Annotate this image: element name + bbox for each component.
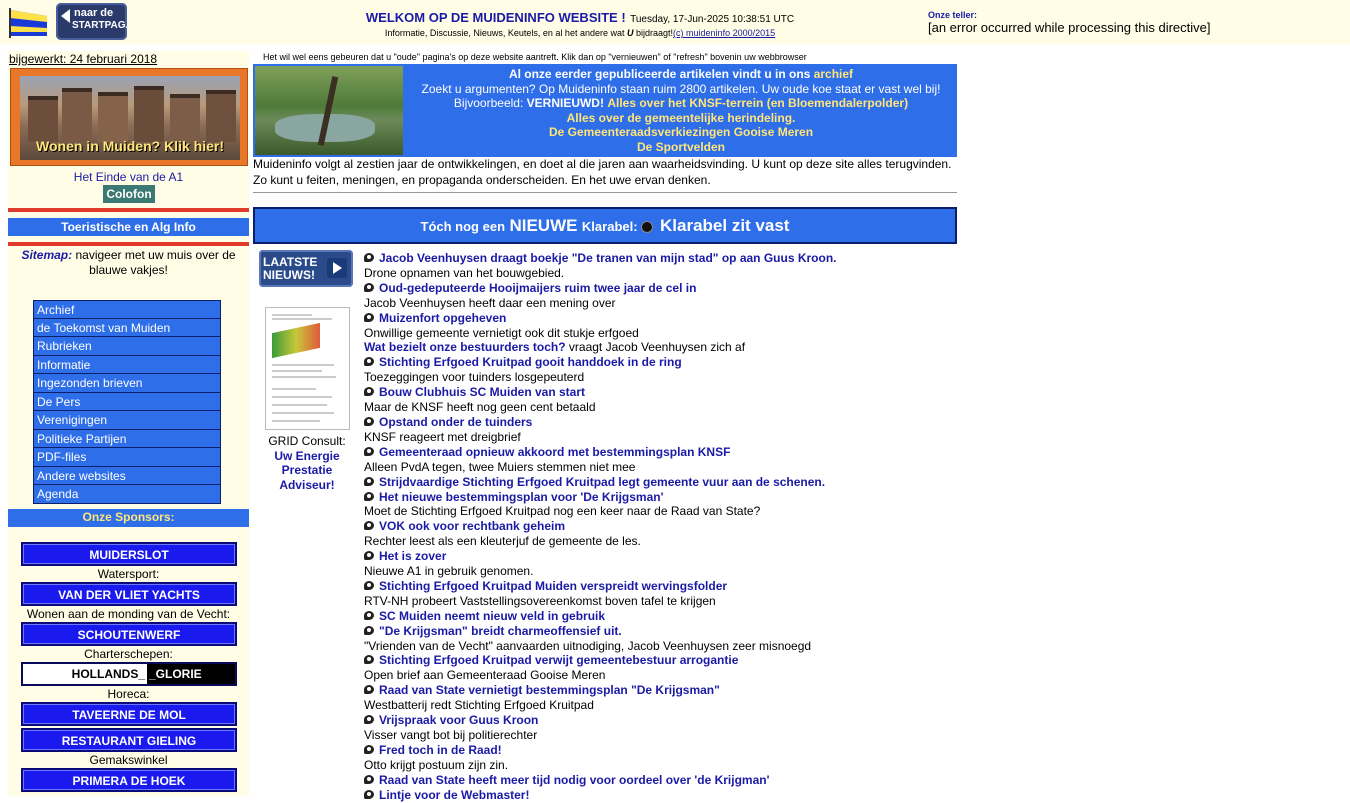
speech-bubble-icon: [364, 447, 374, 456]
sitemap-menu: [33, 300, 221, 504]
news-subtext: Rechter leest als een kleuterjuf de gemeente de les.: [364, 534, 641, 549]
speech-bubble-icon: [364, 492, 374, 501]
sitemap-label: Sitemap:: [21, 248, 73, 262]
sportvelden-link[interactable]: De Sportvelden: [636, 139, 726, 154]
visitor-counter: [928, 10, 1211, 35]
archive-line-3-prefix: Bijvoorbeeld:: [453, 96, 524, 111]
news-headline-text: Het nieuwe bestemmingsplan voor 'De Krijgsman': [379, 489, 664, 504]
news-headline-text: Raad van State vernietigt bestemmingsplan "De Krijgsman": [379, 683, 720, 698]
subtitle-u: U: [627, 28, 634, 38]
play-icon: [327, 258, 347, 278]
archive-panel: [253, 64, 957, 157]
menu-item-pdf-files[interactable]: PDF-files: [33, 448, 221, 467]
muiden-houses-photo: [20, 76, 240, 160]
subtitle-prefix: Informatie, Discussie, Nieuws, Keutels, en al het andere wat: [384, 28, 625, 38]
toeristische-info-button[interactable]: Toeristische en Alg Info: [8, 218, 249, 236]
speech-bubble-icon: [364, 655, 374, 664]
menu-item-andere-websites[interactable]: Andere websites: [33, 467, 221, 486]
news-subtext: Toezeggingen voor tuinders losgepeuterd: [364, 370, 585, 385]
welcome-block: [300, 9, 860, 38]
speech-bubble-icon: [364, 357, 374, 366]
speech-bubble-icon: [364, 313, 374, 322]
news-headline-link[interactable]: [364, 519, 964, 534]
sponsor-primera-de-hoek[interactable]: PRIMERA DE HOEK: [21, 768, 237, 792]
news-headline-link[interactable]: [364, 773, 964, 788]
news-headline-text: Jacob Veenhuysen draagt boekje "De tranen van mijn stad" op aan Guus Kroon.: [379, 251, 837, 265]
menu-item-pers[interactable]: De Pers: [33, 393, 221, 412]
klarabel-title: Klarabel zit vast: [660, 216, 790, 235]
sitemap-text: navigeer met uw muis over de blauwe vakjes!: [75, 248, 236, 277]
news-headline-link[interactable]: [364, 653, 964, 668]
sponsor-taveerne-de-mol[interactable]: TAVEERNE DE MOL: [21, 702, 237, 726]
news-headline-link[interactable]: [364, 624, 964, 639]
news-headline-link[interactable]: [364, 549, 964, 564]
muiden-flag-logo-icon[interactable]: [7, 6, 51, 40]
news-headline-text: Fred toch in de Raad!: [379, 742, 502, 757]
divider: [253, 192, 957, 193]
news-headline-link[interactable]: [364, 788, 964, 803]
klarabel-new: NIEUWE: [509, 216, 578, 235]
archief-link[interactable]: archief: [813, 67, 854, 81]
news-headline-link[interactable]: [364, 415, 964, 430]
archive-line-2: Zoekt u argumenten? Op Muideninfo staan ruim 2800 artikelen. Uw oude koe staat er vast wel bij!: [421, 81, 941, 96]
archive-line-1: Al onze eerder gepubliceerde artikelen vindt u in ons: [508, 67, 811, 81]
news-headline-text: Gemeenteraad opnieuw akkoord met bestemmingsplan KNSF: [379, 444, 731, 459]
einde-a1-link[interactable]: Het Einde van de A1: [73, 170, 184, 184]
klarabel-prefix: Tóch nog een: [420, 219, 506, 234]
news-subtext: RTV-NH probeert Vaststellingsovereenkomst boven tafel te krijgen: [364, 593, 716, 608]
startpag-label-2: STARTPAG.: [72, 20, 129, 31]
news-subtext: Open brief aan Gemeenteraad Gooise Meren: [364, 668, 606, 683]
news-headline-text: Bouw Clubhuis SC Muiden van start: [379, 385, 586, 400]
news-headline-text: Opstand onder de tuinders: [379, 414, 533, 429]
news-headline-text: Oud-gedeputeerde Hooijmaijers ruim twee jaar de cel in: [379, 280, 697, 295]
wonen-in-muiden-banner[interactable]: [10, 68, 248, 166]
vernieuwd-label: VERNIEUWD!: [526, 96, 604, 111]
grid-consult-caption: [263, 434, 351, 492]
speech-bubble-icon: [364, 611, 374, 620]
news-headline-text: SC Muiden neemt nieuw veld in gebruik: [379, 608, 606, 623]
news-subtext: "Vrienden van de Vecht" aanvaarden uitnodiging, Jacob Veenhuysen zeer misnoegd: [364, 638, 812, 653]
speech-bubble-icon: [364, 477, 374, 486]
herindeling-link[interactable]: Alles over de gemeentelijke herindeling.: [566, 110, 796, 125]
red-divider: [8, 208, 249, 212]
glorie-label: _GLORIE: [147, 664, 235, 684]
speech-bubble-icon: [364, 551, 374, 560]
sponsors-heading: Onze Sponsors:: [8, 509, 249, 527]
page-subtitle: [300, 28, 860, 38]
sponsor-hollands-glorie[interactable]: [21, 662, 237, 686]
news-headline-text: Lintje voor de Webmaster!: [379, 787, 530, 802]
news-headline-link[interactable]: [364, 475, 964, 490]
laatste-label: LAATSTE: [263, 255, 318, 269]
news-headline-text: Stichting Erfgoed Kruitpad verwijt gemeentebestuur arrogantie: [379, 653, 739, 668]
energie-adviseur-link[interactable]: Uw Energie Prestatie Adviseur!: [274, 448, 340, 492]
menu-item-ingezonden[interactable]: Ingezonden brieven: [33, 374, 221, 393]
news-subtext: KNSF reageert met dreigbrief: [364, 429, 521, 444]
speech-bubble-icon: [364, 790, 374, 799]
news-subtext: Moet de Stichting Erfgoed Kruitpad nog een keer naar de Raad van State?: [364, 504, 761, 519]
refresh-notice: Het wil wel eens gebeuren dat u "oude" pagina's op deze website aantreft. Klik dan op "vernieuwen" of "refresh" bovenin uw webbrowser: [263, 52, 807, 62]
klarabel-mid: Klarabel:: [581, 219, 638, 234]
menu-item-agenda[interactable]: Agenda: [33, 485, 221, 504]
news-item[interactable]: [364, 340, 964, 355]
news-headline-link[interactable]: [364, 609, 964, 624]
news-headline-text: "De Krijgsman" breidt charmeoffensief uit.: [379, 623, 622, 638]
menu-item-politieke-partijen[interactable]: Politieke Partijen: [33, 430, 221, 449]
news-headline-link[interactable]: [364, 355, 964, 370]
copyright-link[interactable]: (c) muideninfo 2000/2015: [673, 28, 776, 38]
news-headline-text: Vrijspraak voor Guus Kroon: [379, 713, 539, 728]
menu-item-toekomst[interactable]: de Toekomst van Muiden: [33, 319, 221, 338]
startpag-button[interactable]: [56, 3, 127, 40]
sponsor-restaurant-gieling[interactable]: RESTAURANT GIELING: [21, 728, 237, 752]
sponsor-category: Charterschepen:: [84, 647, 173, 661]
news-headline-link[interactable]: [364, 683, 964, 698]
news-list: [364, 251, 964, 803]
grid-consult-label: GRID Consult:: [268, 434, 346, 448]
menu-item-informatie[interactable]: Informatie: [33, 356, 221, 375]
news-headline-text: Strijdvaardige Stichting Erfgoed Kruitpad legt gemeente vuur aan de schenen.: [379, 474, 826, 489]
news-headline-link[interactable]: [364, 311, 964, 326]
sponsor-category: Wonen aan de monding van de Vecht:: [26, 607, 231, 621]
nature-photo: [255, 66, 403, 155]
speech-bubble-icon: [364, 775, 374, 784]
speech-bubble-icon: [364, 283, 374, 292]
speech-bubble-icon: [364, 521, 374, 530]
news-headline-text: Het is zover: [379, 549, 447, 564]
speech-bubble-icon: [364, 715, 374, 724]
sponsor-category: Horeca:: [107, 687, 150, 701]
page-header: [0, 0, 1350, 44]
news-headline-text: Stichting Erfgoed Kruitpad Muiden verspreidt wervingsfolder: [379, 578, 728, 593]
news-headline-link[interactable]: [364, 445, 964, 460]
news-subtext: Maar de KNSF heeft nog geen cent betaald: [364, 400, 596, 415]
speech-bubble-icon: [364, 745, 374, 754]
menu-item-archief[interactable]: Archief: [33, 300, 221, 319]
counter-value: [an error occurred while processing this directive]: [928, 20, 1211, 35]
sponsor-van-der-vliet[interactable]: VAN DER VLIET YACHTS: [21, 582, 237, 606]
banner-caption: Wonen in Muiden? Klik hier!: [36, 138, 224, 154]
sponsor-muiderslot[interactable]: MUIDERSLOT: [21, 542, 237, 566]
news-headline-link[interactable]: [364, 713, 964, 728]
intro-text: Muideninfo volgt al zestien jaar de ontwikkelingen, en doet al die jaren aan waarheidsvinding. U kunt op deze site alles terugvinden. Zo kunt u feiten, meningen, en propaganda onderscheiden. En het uwe ervan denken.: [253, 157, 952, 187]
news-headline-text: VOK ook voor rechtbank geheim: [379, 519, 566, 534]
news-subtext: Westbatterij redt Stichting Erfgoed Kruitpad: [364, 698, 594, 713]
news-headline-text: Stichting Erfgoed Kruitpad gooit handdoek in de ring: [379, 355, 682, 370]
sponsor-schoutenwerf[interactable]: SCHOUTENWERF: [21, 622, 237, 646]
smiley-icon: [641, 221, 653, 233]
startpag-label-1: naar de: [74, 7, 114, 19]
colofon-button[interactable]: Colofon: [103, 185, 155, 203]
current-date: Tuesday, 17-Jun-2025 10:38:51 UTC: [630, 14, 795, 25]
news-headline-link[interactable]: [364, 579, 964, 594]
speech-bubble-icon: [364, 417, 374, 426]
news-headline-link[interactable]: [364, 385, 964, 400]
menu-item-verenigingen[interactable]: Verenigingen: [33, 411, 221, 430]
nieuws-label: NIEUWS!: [263, 268, 315, 282]
hollands-label: HOLLANDS_: [23, 664, 147, 684]
news-headline-link[interactable]: [364, 743, 964, 758]
news-headline-link[interactable]: [364, 281, 964, 296]
news-headline-link[interactable]: [364, 251, 964, 266]
menu-item-rubrieken[interactable]: Rubrieken: [33, 337, 221, 356]
last-updated: bijgewerkt: 24 februari 2018: [9, 52, 158, 66]
news-subtext: vraagt Jacob Veenhuysen zich af: [565, 340, 746, 355]
laatste-nieuws-button[interactable]: [259, 250, 353, 287]
subtitle-suffix: bijdraagt!: [636, 28, 674, 38]
counter-label: Onze teller:: [928, 10, 978, 20]
sponsor-category: Gemakswinkel: [89, 753, 168, 767]
speech-bubble-icon: [364, 253, 374, 262]
news-subtext: Otto krijgt postuum zijn zin.: [364, 757, 509, 772]
page-title: WELKOM OP DE MUIDENINFO WEBSITE !: [365, 10, 626, 25]
verkiezingen-link[interactable]: De Gemeenteraadsverkiezingen Gooise Meren: [548, 125, 814, 140]
klarabel-banner[interactable]: [253, 207, 957, 244]
speech-bubble-icon: [364, 626, 374, 635]
news-subtext: Jacob Veenhuysen heeft daar een mening over: [364, 295, 616, 310]
news-subtext: Visser vangt bot bij politierechter: [364, 728, 538, 742]
news-headline-link[interactable]: [364, 490, 964, 505]
energy-label-document-image[interactable]: [265, 307, 350, 430]
red-divider: [8, 242, 249, 246]
news-subtext: Onwillige gemeente vernietigt ook dit stukje erfgoed: [364, 325, 639, 340]
news-headline-text: Muizenfort opgeheven: [379, 310, 507, 325]
news-inline-link[interactable]: Wat bezielt onze bestuurders toch?: [364, 340, 566, 355]
sponsor-category: Watersport:: [97, 567, 160, 581]
archive-text: [405, 67, 957, 155]
speech-bubble-icon: [364, 685, 374, 694]
news-subtext: Alleen PvdA tegen, twee Muiers stemmen niet mee: [364, 459, 636, 474]
news-headline-text: Raad van State heeft meer tijd nodig voor oordeel over 'de Krijgman': [379, 772, 770, 787]
back-arrow-icon: [61, 9, 70, 23]
sitemap-hint: [8, 248, 249, 278]
speech-bubble-icon: [364, 387, 374, 396]
knsf-terrein-link[interactable]: Alles over het KNSF-terrein (en Bloemendalerpolder): [607, 96, 909, 111]
news-subtext: Drone opnamen van het bouwgebied.: [364, 265, 565, 280]
news-subtext: Nieuwe A1 in gebruik genomen.: [364, 564, 534, 579]
speech-bubble-icon: [364, 581, 374, 590]
